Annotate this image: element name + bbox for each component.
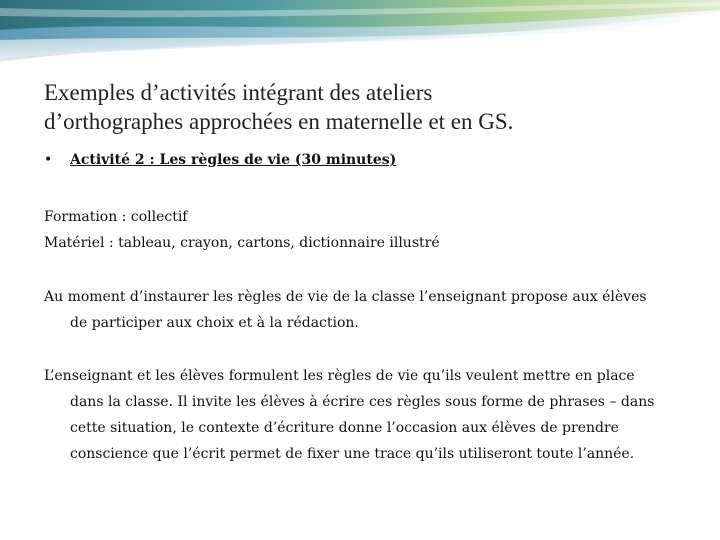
title-line-1: Exemples d’activités intégrant des ateliers	[44, 80, 433, 105]
bullet-marker: •	[44, 152, 53, 168]
paragraph-2-line-2: dans la classe. Il invite les élèves à écrire ces règles sous forme de phrases – dans	[70, 394, 655, 410]
paragraph-2-line-1: L’enseignant et les élèves formulent les règles de vie qu’ils veulent mettre en place	[44, 368, 635, 384]
paragraph-1-line-1: Au moment d’instaurer les règles de vie de la classe l’enseignant propose aux élèves	[44, 289, 647, 305]
activity-bullet	[44, 152, 396, 168]
paragraph-1	[44, 284, 684, 336]
paragraph-1-line-2: de participer aux choix et à la rédaction.	[70, 315, 359, 331]
slide-title	[44, 78, 684, 136]
paragraph-2-line-4: conscience que l’écrit permet de fixer une trace qu’ils utiliseront toute l’année.	[70, 446, 635, 462]
decorative-banner	[0, 0, 720, 70]
formation-line: Formation : collectif	[44, 209, 188, 225]
paragraph-2	[44, 363, 684, 467]
materiel-line: Matériel : tableau, crayon, cartons, dictionnaire illustré	[44, 235, 440, 251]
activity-heading: Activité 2 : Les règles de vie (30 minutes)	[70, 152, 397, 168]
paragraph-2-line-3: cette situation, le contexte d’écriture donne l’occasion aux élèves de prendre	[70, 420, 619, 436]
title-line-2: d’orthographes approchées en maternelle et en GS.	[44, 109, 514, 134]
